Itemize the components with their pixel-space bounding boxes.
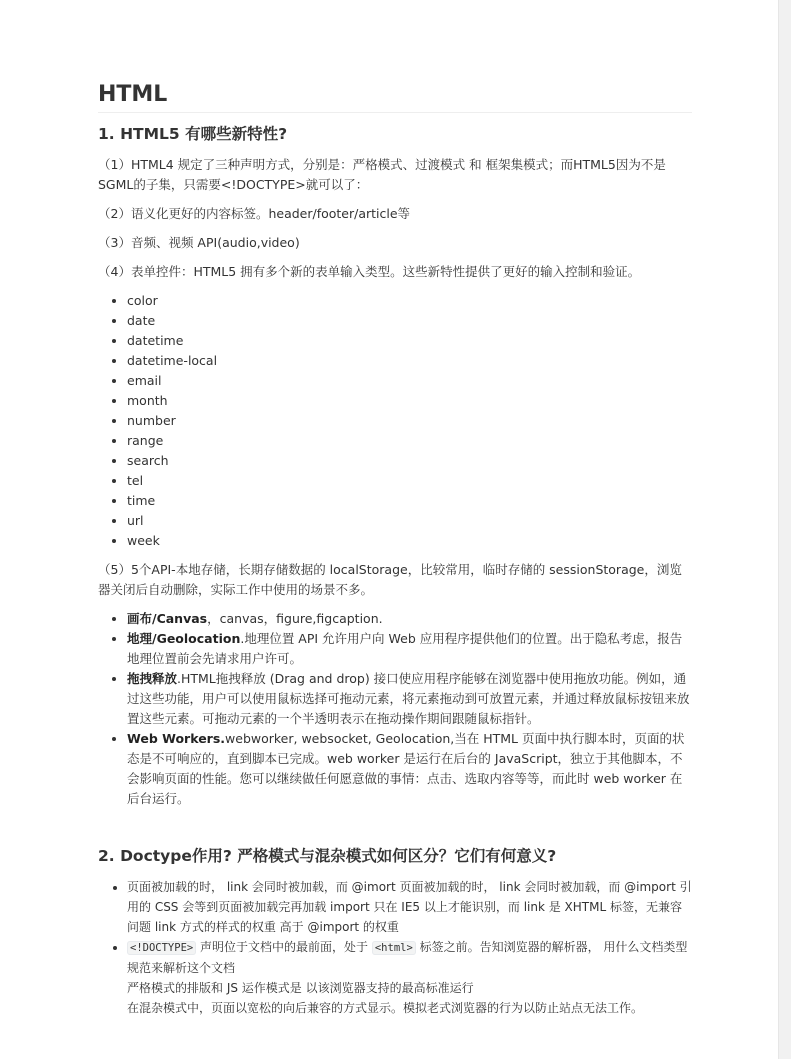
list-item: • url <box>127 511 692 531</box>
quirks-mode-text: 在混杂模式中，页面以宽松的向后兼容的方式显示。模拟老式浏览器的行为以防止站点无法工作。 <box>127 1001 644 1015</box>
api-text: ，canvas，figure,figcaption. <box>207 611 383 626</box>
scrollbar[interactable] <box>778 0 791 1059</box>
list-item: • time <box>127 491 692 511</box>
page-title: HTML <box>98 82 692 113</box>
list-item: • datetime <box>127 331 692 351</box>
list-item: • week <box>127 531 692 551</box>
doctype-list <box>98 877 692 1018</box>
list-item: • datetime-local <box>127 351 692 371</box>
api-text: webworker, websocket, Geolocation,当在 HTML 页面中执行脚本时，页面的状态是不可响应的，直到脚本已完成。web worker 是运行在后台的 JavaScript，独立于其他脚本，不会影响页面的性能。您可以继续做任何愿意做的事情：点击、选取内容等等，而此时 web worker 在后台运行。 <box>127 731 685 806</box>
list-item <box>127 609 692 629</box>
api-name: 地理/Geolocation <box>127 631 241 646</box>
list-item: • email <box>127 371 692 391</box>
q1-paragraph-3: （3）音频、视频 API(audio,video) <box>98 235 300 250</box>
list-item: • number <box>127 411 692 431</box>
list-item: • range <box>127 431 692 451</box>
q1-heading: 1. HTML5 有哪些新特性? <box>98 125 288 143</box>
list-item: • month <box>127 391 692 411</box>
list-item: • color <box>127 291 692 311</box>
input-types-list <box>98 291 692 551</box>
api-text: .HTML拖拽释放 (Drag and drop) 接口使应用程序能够在浏览器中使用拖放功能。例如，通过这些功能，用户可以使用鼠标选择可拖动元素，将元素拖动到可放置元素，并通过释放鼠标按钮来放置这些元素。可拖动元素的一个半透明表示在拖动操作期间跟随鼠标指针。 <box>127 671 690 726</box>
q1-paragraph-4: （4）表单控件：HTML5 拥有多个新的表单输入类型。这些新特性提供了更好的输入控制和验证。 <box>98 264 641 279</box>
api-list <box>98 609 692 809</box>
code-html: <html> <box>372 941 416 955</box>
strict-mode-text: 严格模式的排版和 JS 运作模式是 以该浏览器支持的最高标准运行 <box>127 981 474 995</box>
code-doctype: <!DOCTYPE> <box>127 941 196 955</box>
list-item: • search <box>127 451 692 471</box>
q1-paragraph-5: （5）5个API-本地存储，长期存储数据的 localStorage，比较常用，临时存储的 sessionStorage，浏览器关闭后自动删除，实际工作中使用的场景不多。 <box>98 562 682 597</box>
list-item: • date <box>127 311 692 331</box>
list-item <box>127 729 692 809</box>
list-item: • <!DOCTYPE> 声明位于文档中的最前面，处于 <html> 标签之前。告知浏览器的解析器， 用什么文档类型 规范来解析这个文档 严格模式的排版和 JS 运作模式是 以该浏览器支持的最高标准运行 在混杂模式中，页面以宽松的向后兼容的方式显示。模拟老式浏览器的行为以防止站点无法工作。 <box>127 937 692 1018</box>
api-text: .地理位置 API 允许用户向 Web 应用程序提供他们的位置。出于隐私考虑，报告地理位置前会先请求用户许可。 <box>127 631 683 666</box>
document-body <box>98 82 692 1027</box>
api-name: 拖拽释放 <box>127 671 178 686</box>
list-item <box>127 669 692 729</box>
list-item: • 页面被加载的时， link 会同时被加载，而 @imort 页面被加载的时， link 会同时被加载，而 @import 引用的 CSS 会等到页面被加载完再加载 import 只在 IE5 以上才能识别，而 link 是 XHTML 标签，无兼容问题 link 方式的样式的权重 高于 @import 的权重 <box>127 877 692 937</box>
q1-paragraph-2: （2）语义化更好的内容标签。header/footer/article等 <box>98 206 411 221</box>
api-name: Web Workers. <box>127 731 226 746</box>
api-name: 画布/Canvas <box>127 611 208 626</box>
list-item <box>127 629 692 669</box>
q1-paragraph-1: （1）HTML4 规定了三种声明方式，分别是：严格模式、过渡模式 和 框架集模式；而HTML5因为不是SGML的子集，只需要<!DOCTYPE>就可以了： <box>98 157 666 192</box>
list-item: • tel <box>127 471 692 491</box>
q2-heading: 2. Doctype作用? 严格模式与混杂模式如何区分？它们有何意义? <box>98 847 557 865</box>
